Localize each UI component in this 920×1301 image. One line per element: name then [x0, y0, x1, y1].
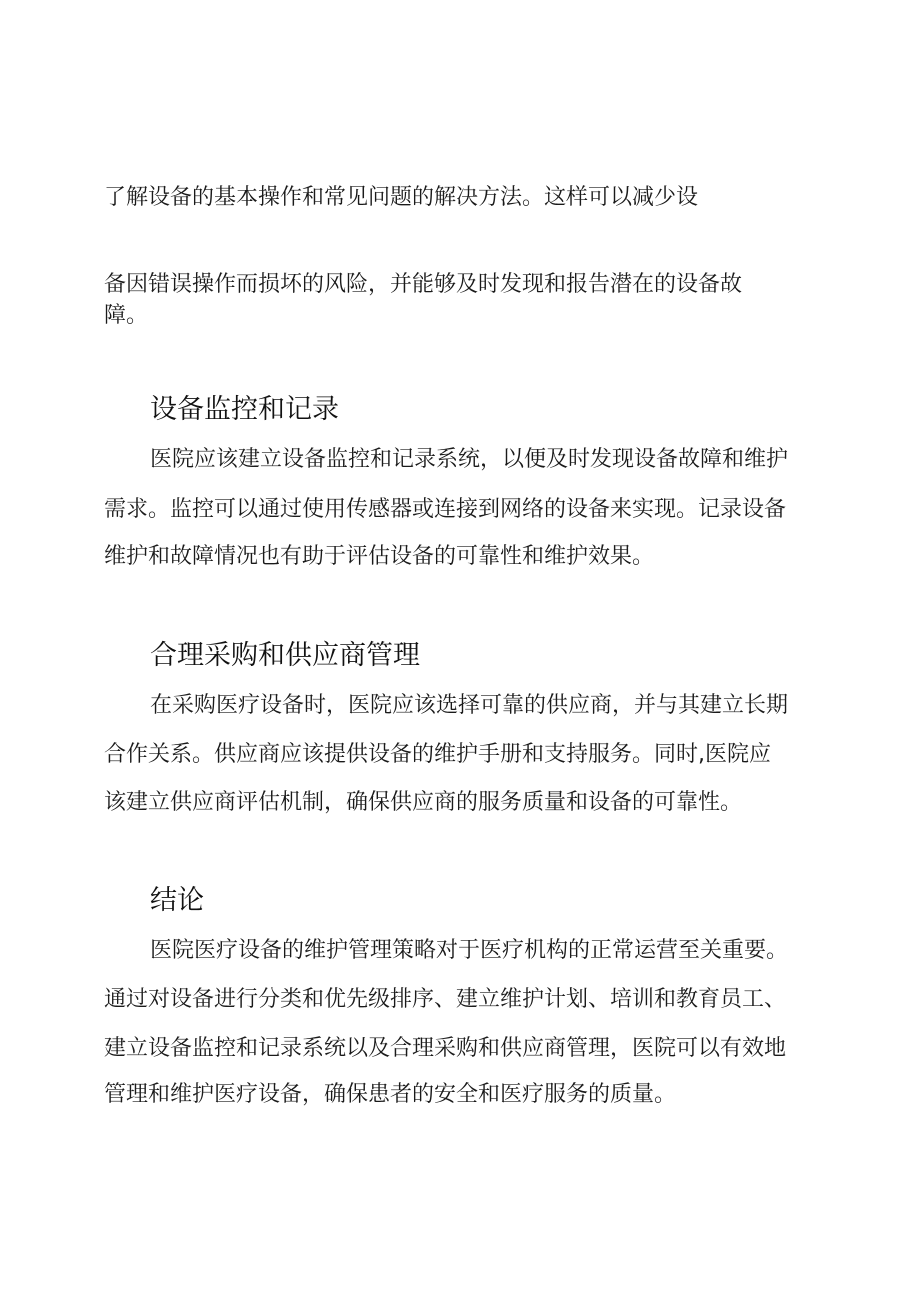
paragraph-line: 在采购医疗设备时，医院应该选择可靠的供应商，并与其建立长期 — [150, 693, 789, 718]
section-heading: 合理采购和供应商管理 — [150, 640, 420, 671]
paragraph-line: 障。 — [104, 303, 149, 328]
paragraph-line: 医院医疗设备的维护管理策略对于医疗机构的正常运营至关重要。 — [150, 938, 789, 963]
paragraph-line: 通过对设备进行分类和优先级排序、建立维护计划、培训和教育员工、 — [104, 987, 787, 1012]
section-heading: 结论 — [150, 885, 204, 916]
paragraph-line: 了解设备的基本操作和常见问题的解决方法。这样可以减少设 — [104, 185, 699, 210]
paragraph-line: 建立设备监控和记录系统以及合理采购和供应商管理，医院可以有效地 — [104, 1036, 787, 1061]
paragraph-line: 医院应该建立设备监控和记录系统，以便及时发现设备故障和维护 — [150, 447, 789, 472]
paragraph-line: 备因错误操作而损坏的风险，并能够及时发现和报告潜在的设备故 — [104, 272, 743, 297]
paragraph-line: 维护和故障情况也有助于评估设备的可靠性和维护效果。 — [104, 544, 655, 569]
paragraph-line: 管理和维护医疗设备，确保患者的安全和医疗服务的质量。 — [104, 1082, 677, 1107]
paragraph-line: 该建立供应商评估机制，确保供应商的服务质量和设备的可靠性。 — [104, 790, 743, 815]
paragraph-line: 需求。监控可以通过使用传感器或连接到网络的设备来实现。记录设备 — [104, 497, 787, 522]
paragraph-line: 合作关系。供应商应该提供设备的维护手册和支持服务。同时,医院应 — [104, 742, 771, 767]
section-heading: 设备监控和记录 — [150, 394, 339, 425]
